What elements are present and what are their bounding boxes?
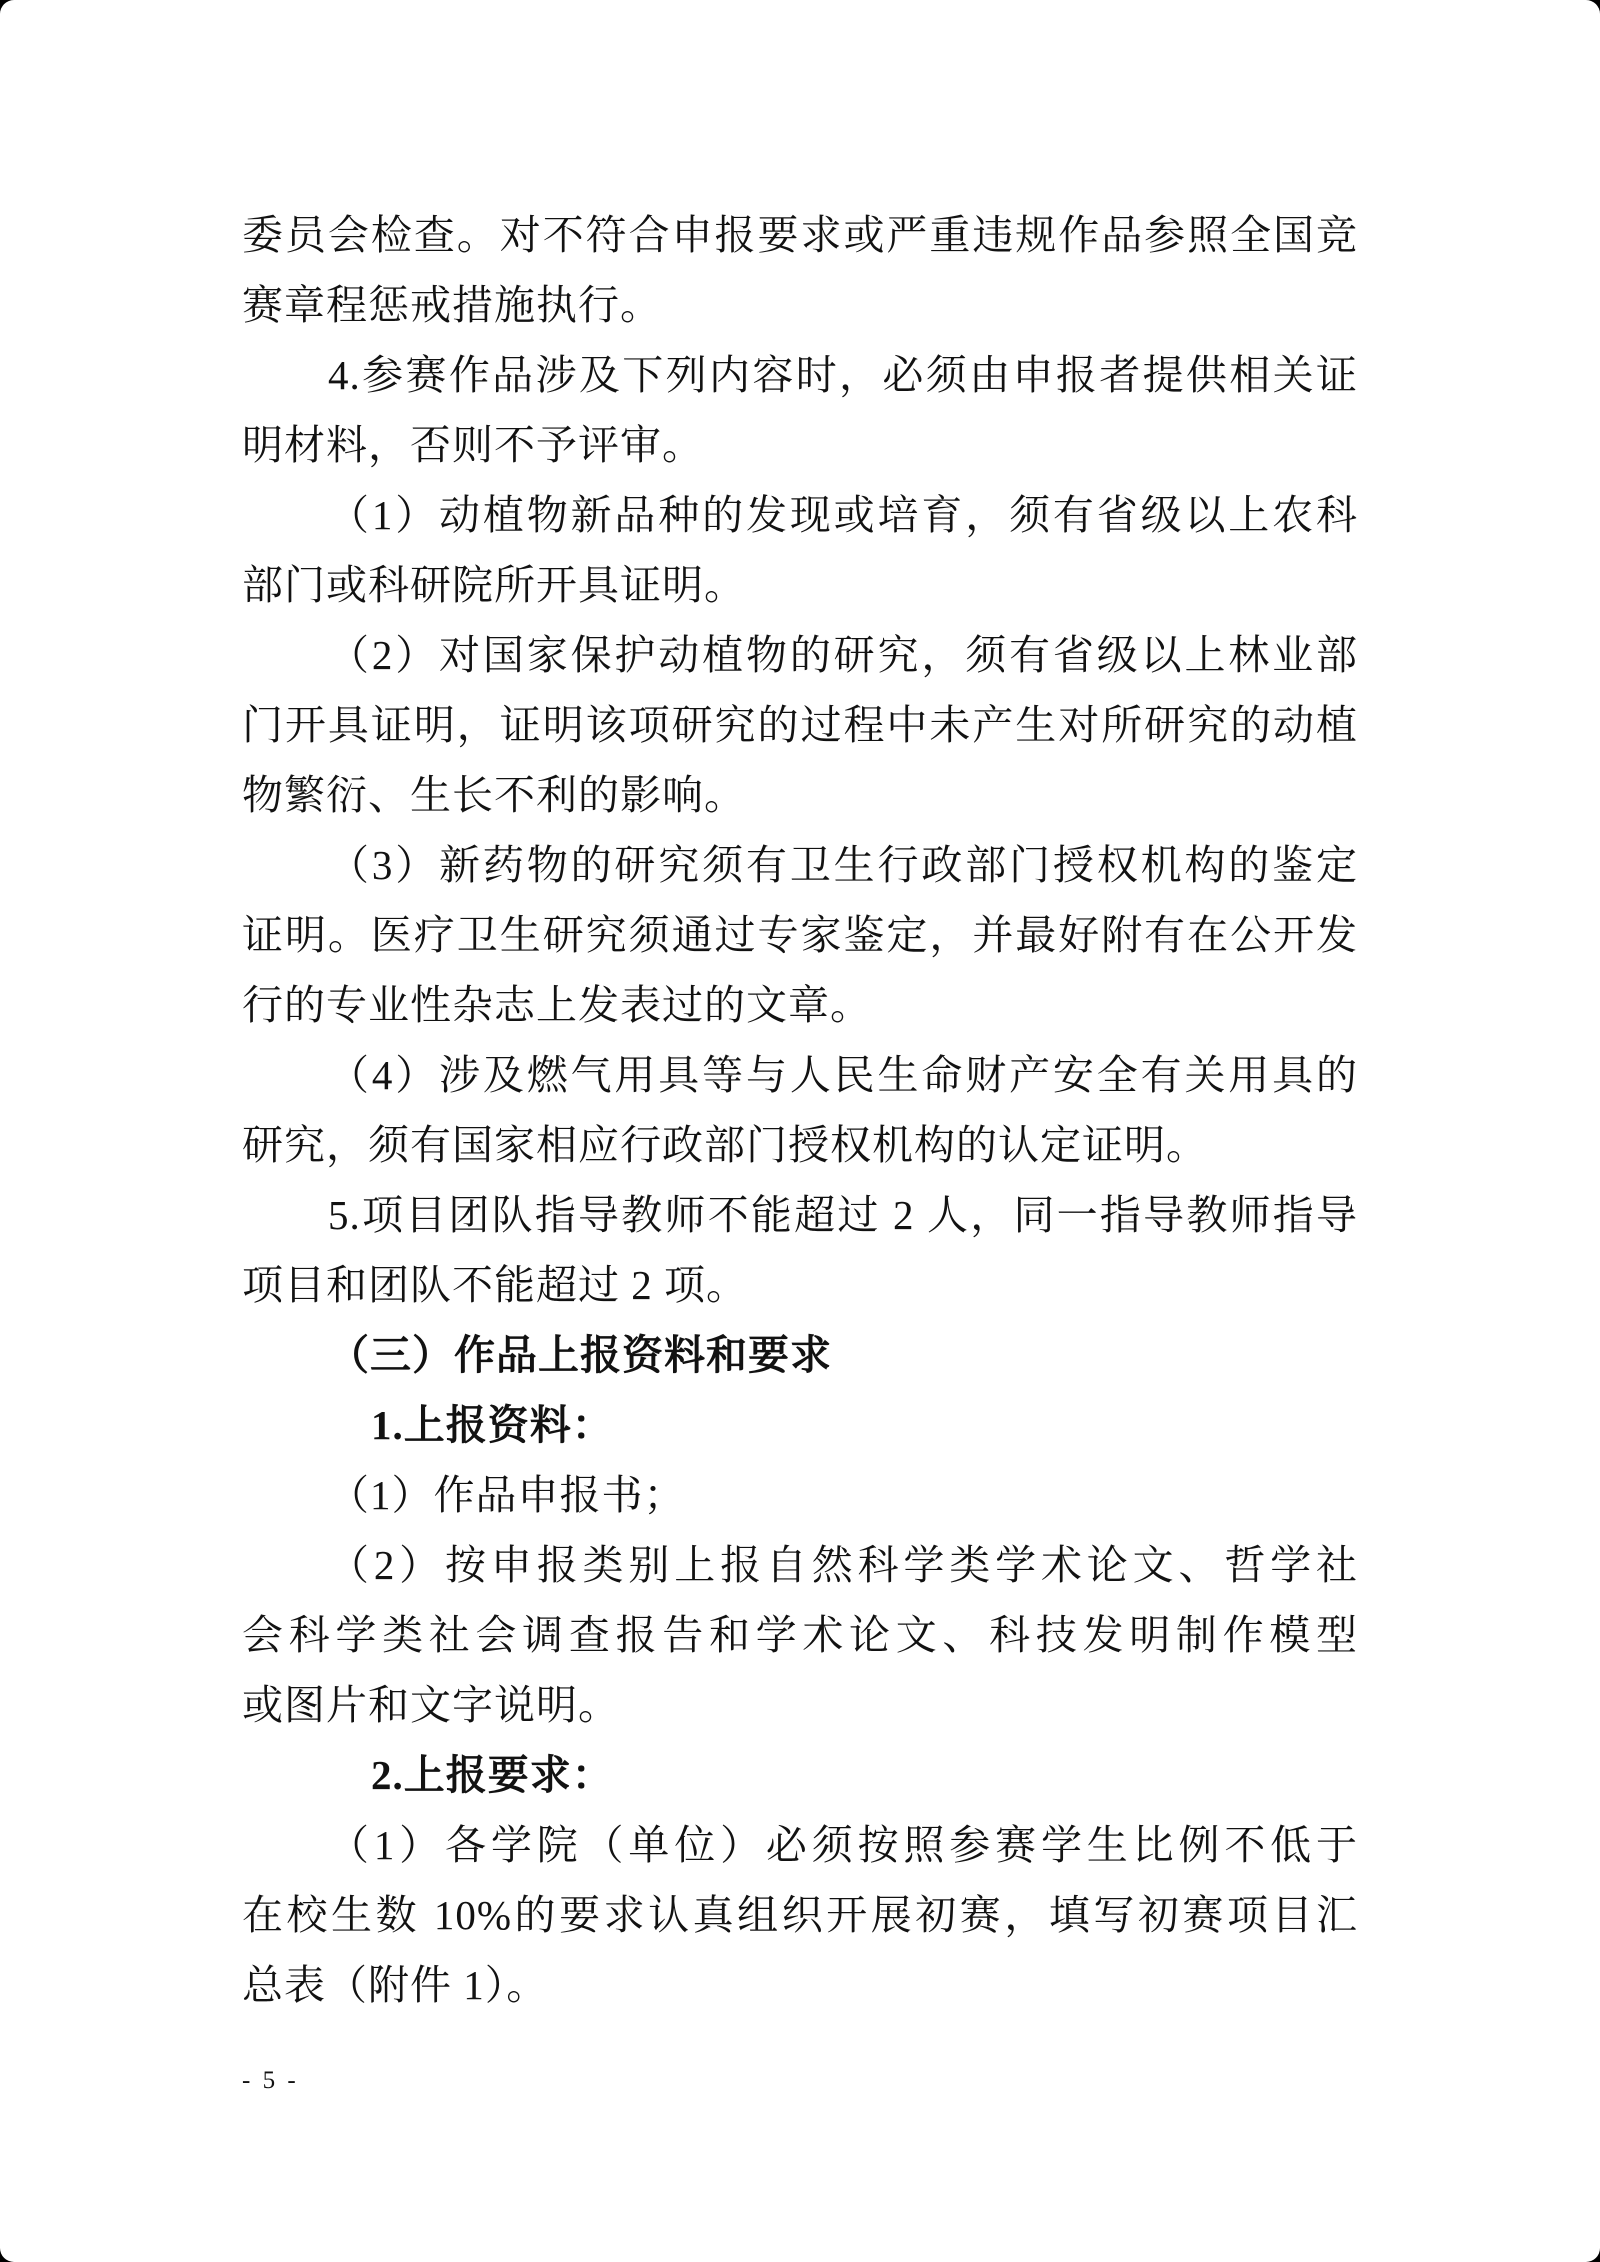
text-line: （1）作品申报书； [328, 1472, 686, 1518]
section-heading: （三）作品上报资料和要求 [328, 1332, 832, 1378]
text-line: 总表（附件 1）。 [242, 1962, 549, 2008]
text-line: 5.项目团队指导教师不能超过 2 人，同一指导教师指导 [328, 1192, 1358, 1238]
text-line: 会科学类社会调查报告和学术论文、科技发明制作模型 [242, 1612, 1358, 1658]
text-line: 物繁衍、生长不利的影响。 [242, 772, 746, 818]
text-line: 委员会检查。对不符合申报要求或严重违规作品参照全国竞 [242, 212, 1358, 258]
text-line: 证明。医疗卫生研究须通过专家鉴定，并最好附有在公开发 [242, 912, 1358, 958]
text-line: 明材料，否则不予评审。 [242, 422, 704, 468]
text-line: （2）对国家保护动植物的研究，须有省级以上林业部 [328, 632, 1358, 678]
text-line: （1）各学院（单位）必须按照参赛学生比例不低于 [328, 1822, 1358, 1868]
text-line: 或图片和文字说明。 [242, 1682, 620, 1728]
text-line: 门开具证明，证明该项研究的过程中未产生对所研究的动植 [242, 702, 1358, 748]
page-number: - 5 - [242, 2067, 299, 2094]
document-text-block [242, 200, 1358, 2020]
text-line: 部门或科研院所开具证明。 [242, 562, 746, 608]
text-line: （4）涉及燃气用具等与人民生命财产安全有关用具的 [328, 1052, 1358, 1098]
text-line: 项目和团队不能超过 2 项。 [242, 1262, 748, 1308]
text-line: （2）按申报类别上报自然科学类学术论文、哲学社 [328, 1542, 1358, 1588]
text-line: 在校生数 10%的要求认真组织开展初赛，填写初赛项目汇 [242, 1892, 1358, 1938]
text-line: 行的专业性杂志上发表过的文章。 [242, 982, 872, 1028]
text-line: 研究，须有国家相应行政部门授权机构的认定证明。 [242, 1122, 1208, 1168]
text-line: 赛章程惩戒措施执行。 [242, 282, 662, 328]
text-line: （3）新药物的研究须有卫生行政部门授权机构的鉴定 [328, 842, 1358, 888]
sub-heading: 1.上报资料： [371, 1402, 614, 1448]
text-line: （1）动植物新品种的发现或培育，须有省级以上农科 [328, 492, 1358, 538]
text-line: 4.参赛作品涉及下列内容时，必须由申报者提供相关证 [328, 352, 1358, 398]
sub-heading: 2.上报要求： [371, 1752, 614, 1798]
